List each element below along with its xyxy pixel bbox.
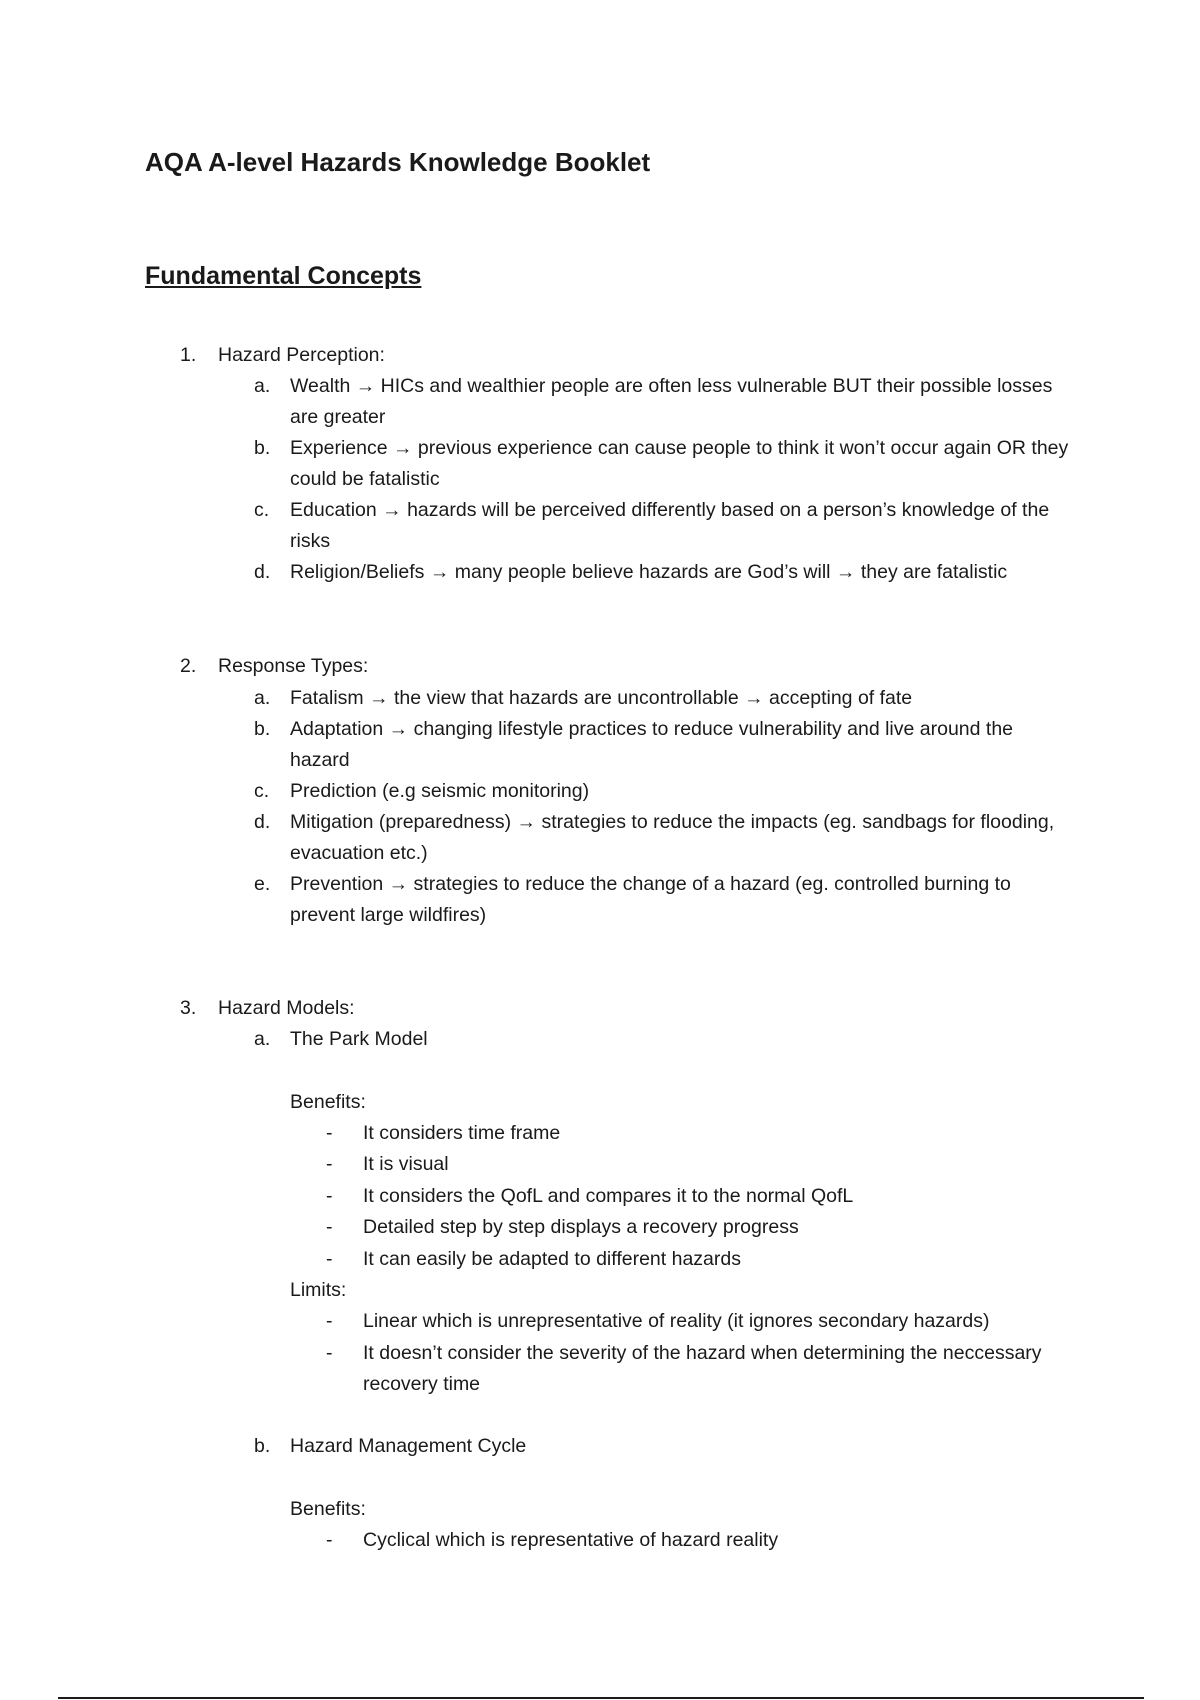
bullet-marker: -: [326, 1248, 333, 1270]
sub-marker: b.: [254, 718, 271, 740]
bullet-text: It is visual: [363, 1153, 449, 1175]
bullet-text: It considers time frame: [363, 1122, 561, 1144]
bullet-marker: -: [326, 1122, 333, 1144]
sub-marker: a.: [254, 375, 271, 397]
sub-item-management-cycle: [254, 1431, 1074, 1462]
sub-text: Prevention → strategies to reduce the change of a hazard (eg. controlled burning to prevent large wildfires): [290, 873, 1011, 926]
sub-item-religion: [254, 557, 1074, 588]
sub-text: Experience → previous experience can cause people to think it won’t occur again OR they could be fatalistic: [290, 437, 1069, 490]
bullet-item: [326, 1212, 1066, 1243]
sub-text: The Park Model: [290, 1028, 428, 1050]
benefits-label: Benefits:: [290, 1091, 366, 1113]
bullet-text: It doesn’t consider the severity of the hazard when determining the neccessary recovery time: [363, 1342, 1042, 1395]
bullet-item: [326, 1525, 1066, 1556]
sub-item-park-model: [254, 1024, 1074, 1055]
list-item-response-types: [180, 651, 368, 682]
list-label: Response Types:: [218, 655, 369, 677]
sub-item-education: [254, 495, 1074, 557]
sub-item-prevention: [254, 869, 1074, 931]
sub-marker: c.: [254, 780, 270, 802]
sub-text: Religion/Beliefs → many people believe hazards are God’s will → they are fatalistic: [290, 561, 1008, 583]
list-label: Hazard Models:: [218, 997, 355, 1019]
list-item-hazard-models: [180, 993, 355, 1024]
sub-text: Education → hazards will be perceived differently based on a person’s knowledge of the risks: [290, 499, 1050, 552]
section-heading: Fundamental Concepts: [145, 262, 422, 290]
list-item-hazard-perception: [180, 340, 385, 371]
bullet-item: [326, 1244, 1066, 1275]
list-label: Hazard Perception:: [218, 344, 385, 366]
sub-item-wealth: [254, 371, 1074, 433]
sub-item-prediction: [254, 776, 1074, 807]
limits-label: Limits:: [290, 1279, 347, 1301]
sub-text: Fatalism → the view that hazards are uncontrollable → accepting of fate: [290, 687, 913, 709]
bullet-text: It can easily be adapted to different hazards: [363, 1248, 741, 1270]
sub-marker: d.: [254, 561, 271, 583]
sub-text: Prediction (e.g seismic monitoring): [290, 780, 590, 802]
bullet-text: Detailed step by step displays a recovery progress: [363, 1216, 799, 1238]
bullet-item: [326, 1118, 1066, 1149]
sub-marker: a.: [254, 687, 271, 709]
sub-item-fatalism: [254, 683, 1074, 714]
bullet-marker: -: [326, 1153, 333, 1175]
sub-marker: c.: [254, 499, 270, 521]
bullet-text: Linear which is unrepresentative of reality (it ignores secondary hazards): [363, 1310, 990, 1332]
benefits-label: Benefits:: [290, 1498, 366, 1520]
sub-marker: a.: [254, 1028, 271, 1050]
sub-text: Hazard Management Cycle: [290, 1435, 527, 1457]
list-number: 3.: [180, 997, 197, 1019]
sub-marker: b.: [254, 1435, 271, 1457]
bullet-marker: -: [326, 1529, 333, 1551]
bullet-marker: -: [326, 1216, 333, 1238]
sub-text: Wealth → HICs and wealthier people are often less vulnerable BUT their possible losses are greater: [290, 375, 1053, 428]
sub-text: Adaptation → changing lifestyle practices to reduce vulnerability and live around the hazard: [290, 718, 1014, 771]
bullet-item: [326, 1306, 1066, 1337]
bullet-item: [326, 1181, 1066, 1212]
bullet-text: It considers the QofL and compares it to the normal QofL: [363, 1185, 854, 1207]
list-number: 1.: [180, 344, 197, 366]
bullet-marker: -: [326, 1342, 333, 1364]
sub-marker: e.: [254, 873, 271, 895]
bullet-text: Cyclical which is representative of hazard reality: [363, 1529, 779, 1551]
footer-rule: [58, 1697, 1144, 1699]
sub-marker: b.: [254, 437, 271, 459]
bullet-marker: -: [326, 1185, 333, 1207]
sub-item-adaptation: [254, 714, 1074, 776]
sub-text: Mitigation (preparedness) → strategies to reduce the impacts (eg. sandbags for flooding, evacuation etc.): [290, 811, 1055, 864]
bullet-item: [326, 1149, 1066, 1180]
sub-item-mitigation: [254, 807, 1074, 869]
sub-marker: d.: [254, 811, 271, 833]
bullet-marker: -: [326, 1310, 333, 1332]
document-title: AQA A-level Hazards Knowledge Booklet: [145, 147, 651, 177]
sub-item-experience: [254, 433, 1074, 495]
bullet-item: [326, 1338, 1066, 1400]
list-number: 2.: [180, 655, 197, 677]
